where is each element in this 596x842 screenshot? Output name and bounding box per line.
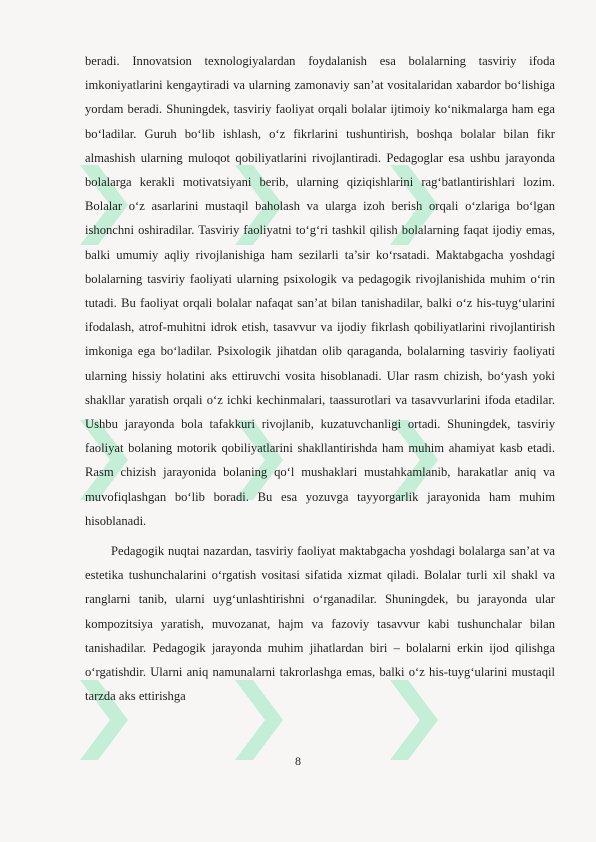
paragraph-2: Pedagogik nuqtai nazardan, tasviriy faoliyat maktabgacha yoshdagi bolalarga san’at va estetika tushunchalarini o‘rgatish vositasi sifatida xizmat qiladi. Bolalar turli xil shakl va ranglarni tanib, ularni uyg‘unlashtirishni o‘rganadilar. Shuningdek, bu jarayonda ular kompozitsiya yaratish, muvozanat, hajm va fazoviy tasavvur kabi tushunchalar bilan tanishadilar. Pedagogik jarayonda muhim jihatlardan biri – bolalarni erkin ijod qilishga o‘rgatishdir. Ularni aniq namunalarni takrorlashga emas, balki o‘z his-tuyg‘ularini mustaqil tarzda aks ettirishga [85,544,555,704]
page-number: 8 [295,754,301,768]
paragraph-1: beradi. Innovatsion texnologiyalardan foydalanish esa bolalarning tasviriy ifoda imkoniyatlarini kengaytiradi va ularning zamonaviy san’at vositalaridan xabardor bo‘lishiga yordam beradi. Shuningdek, tasviriy faoliyat orqali bolalar ijtimoiy ko‘nikmalarga ham ega bo‘ladilar. Guruh bo‘lib ishlash, o‘z fikrlarini tushuntirish, boshqa bolalar bilan fikr almashish ularning muloqot qobiliyatlarini rivojlantiradi. Pedagoglar esa ushbu jarayonda bolalarga kerakli motivatsiyani berib, ularning qiziqishlarini rag‘batlantirishlari lozim. Bolalar o‘z asarlarini mustaqil baholash va ularga izoh berish orqali o‘zlariga bo‘lgan ishonchni oshiradilar. Tasviriy faoliyatni to‘g‘ri tashkil qilish bolalarning faqat ijodiy emas, balki umumiy aqliy rivojlanishiga ham sezilarli ta’sir ko‘rsatadi. Maktabgacha yoshdagi bolalarning tasviriy faoliyati ularning psixologik va pedagogik rivojlanishida muhim o‘rin tutadi. Bu faoliyat orqali bolalar nafaqat san’at bilan tanishadilar, balki o‘z his-tuyg‘ularini ifodalash, atrof-muhitni idrok etish, tasavvur va ijodiy fikrlash qobiliyatlarini rivojlantirish imkoniga ega bo‘ladilar. Psixologik jihatdan olib qaraganda, bolalarning tasviriy faoliyati ularning hissiy holatini aks ettiruvchi vosita hisoblanadi. Ular rasm chizish, bo‘yash yoki shakllar yaratish orqali o‘z ichki kechinmalari, taassurotlari va tasavvurlarini ifoda etadilar. Ushbu jarayonda bola tafakkuri rivojlanib, kuzatuvchanligi ortadi. Shuningdek, tasviriy faoliyat bolaning motorik qobiliyatlarini shakllantirishda ham muhim ahamiyat kasb etadi. Rasm chizish jarayonida bolaning qo‘l mushaklari mustahkamlanib, harakatlar aniq va muvofiqlashgan bo‘lib boradi. Bu esa yozuvga tayyorgarlik jarayonida ham muhim hisoblanadi. [85,54,555,528]
body-text [85,49,555,708]
